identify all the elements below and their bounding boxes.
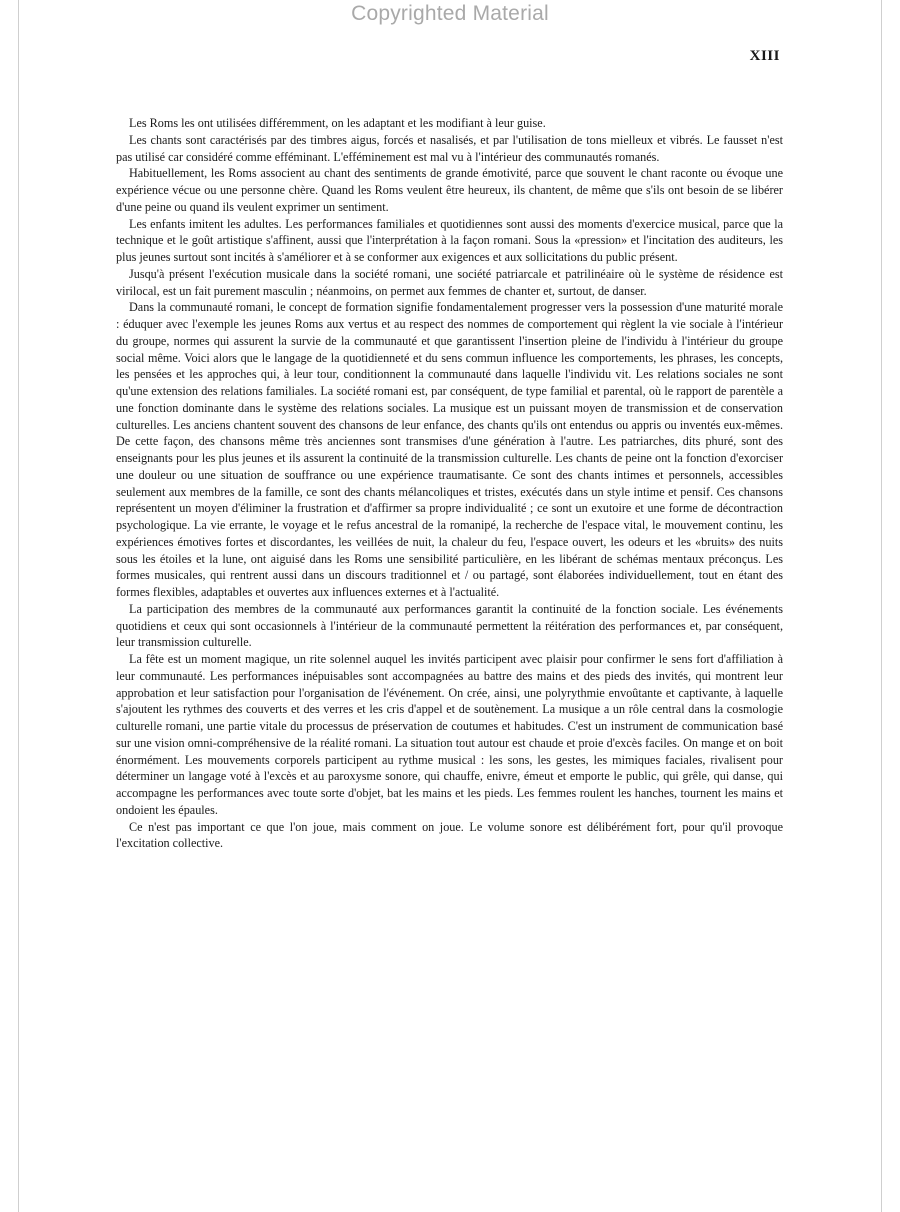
paragraph: Les chants sont caractérisés par des timbres aigus, forcés et nasalisés, et par l'utilisation de tons mielleux et vibrés. Le fausset n'est pas utilisé car considéré comme efféminant. L'efféminement est mal vu à l'intérieur des communautés romanés. (116, 132, 783, 164)
paragraph: La participation des membres de la communauté aux performances garantit la continuité de la fonction sociale. Les événements quotidiens et ceux qui sont occasionnels à l'intérieur de la communauté permettent la réitération des performances et, par conséquent, leur transmission culturelle. (116, 601, 783, 650)
paragraph: Les Roms les ont utilisées différemment, on les adaptant et les modifiant à leur guise. (129, 116, 546, 130)
copyright-watermark: Copyrighted Material (351, 2, 549, 25)
paragraph: La fête est un moment magique, un rite solennel auquel les invités participent avec plaisir pour confirmer le sens fort d'affiliation à leur communauté. Les performances inépuisables sont accompagnées au battre des mains et des pieds des invités, qui montrent leur approbation et leur satisfaction pour l'organisation de l'événement. On crée, ainsi, une polyrythmie envoûtante et captivante, à laquelle s'ajoutent les rythmes des couverts et des verres et les cris d'appel et de soutènement. La musique a un rôle central dans la cosmologie culturelle romani, une partie vitale du processus de préservation de coutumes et habitudes. C'est un instrument de communication basé sur une vision omni-compréhensive de la réalité romani. La situation tout autour est chaude et proie d'excès faciles. On mange et on boit énormément. Les mouvements corporels participent au rythme musical : les sons, les gestes, les mimiques faciales, rivalisent pour déterminer un langage voté à l'excès et au paroxysme sonore, qui chauffe, enivre, émeut et emporte le public, qui grêle, qui danse, qui accompagne les performances avec toute sorte d'objet, bat les mains et les pieds. Les femmes roulent les hanches, tournent les mains et ondoient les épaules. (116, 652, 783, 817)
paragraph: Dans la communauté romani, le concept de formation signifie fondamentalement progresser vers la possession d'une maturité morale : éduquer avec l'exemple les jeunes Roms aux vertus et au respect des nommes de comportement qui règlent la vie sociale à l'intérieur du groupe, normes qui assurent la survie de la communauté et que garantissent l'insertion pleine de l'individu à l'intérieur du groupe social même. Voici alors que le langage de la quotidienneté et du sens commun influence les comportements, les phrases, les concepts, les pensées et les approches qui, à leur tour, conditionnent la communauté dans laquelle l'individu vit. Les relations sociales ne sont qu'une extension des relations familiales. La société romani est, par conséquent, de type familial et parental, où le rapport de parentèle a une fonction dominante dans le système des relations sociales. La musique est un puissant moyen de transmission et de conservation culturelles. Les anciens chantent souvent des chansons de leur enfance, des chants qu'ils ont entendus ou appris ou inventés eux-mêmes. De cette façon, des chansons même très anciennes sont transmises d'une génération à l'autre. Les patriarches, dits phuré, sont des enseignants pour les plus jeunes et ils assurent la continuité de la transmission culturelle. Les chants de peine ont la fonction d'exorciser une douleur ou une situation de souffrance ou une expérience traumatisante. Ce sont des chants intimes et personnels, accessibles seulement aux membres de la famille, ce sont des chants mélancoliques et tristes, exécutés dans un style intime et pensif. Ces chansons représentent un moyen d'éliminer la frustration et d'affirmer sa propre individualité ; ce sont un exutoire et une forme de décontraction psychologique. La vie errante, le voyage et le refus ancestral de la romanipé, la recherche de l'espace vital, le mouvement continu, les expériences émotives fortes et discordantes, les veillées de nuit, la chaleur du feu, l'espace ouvert, les odeurs et les «bruits» des nuits sous les étoiles et la lune, ont aiguisé dans les Roms une sensibilité particulière, en les libérant de schémas mentaux préconçus. Les formes musicales, qui rentrent aussi dans un discours traditionnel et / ou partagé, sont élaborées individuellement, tout en étant des formes flexibles, adaptables et ouvertes aux influences externes et à l'actualité. (116, 300, 783, 599)
page-number: XIII (749, 48, 780, 64)
paragraph: Ce n'est pas important ce que l'on joue, mais comment on joue. Le volume sonore est délibérément fort, pour qu'il provoque l'excitation collective. (116, 819, 783, 851)
paragraph: Jusqu'à présent l'exécution musicale dans la société romani, une société patriarcale et patrilinéaire où le système de résidence est virilocal, est un fait purement masculin ; néanmoins, on permet aux femmes de chanter et, surtout, de danser. (116, 266, 783, 298)
paragraph: Les enfants imitent les adultes. Les performances familiales et quotidiennes sont aussi des moments d'exercice musical, parce que la technique et le goût artistique s'affinent, aussi que l'interprétation à la façon romani. Sous la «pression» et l'incitation des auditeurs, les plus jeunes surtout sont incités à s'améliorer et à se conformer aux exigences et aux sollicitations du public présent. (116, 216, 783, 264)
body-text (116, 115, 783, 852)
paragraph: Habituellement, les Roms associent au chant des sentiments de grande émotivité, parce que souvent le chant raconte ou évoque une expérience vécue ou une personne chère. Quand les Roms veulent être heureux, ils chantent, de même que s'ils ont besoin de se libérer d'une peine ou quand ils veulent exprimer un sentiment. (116, 166, 783, 214)
